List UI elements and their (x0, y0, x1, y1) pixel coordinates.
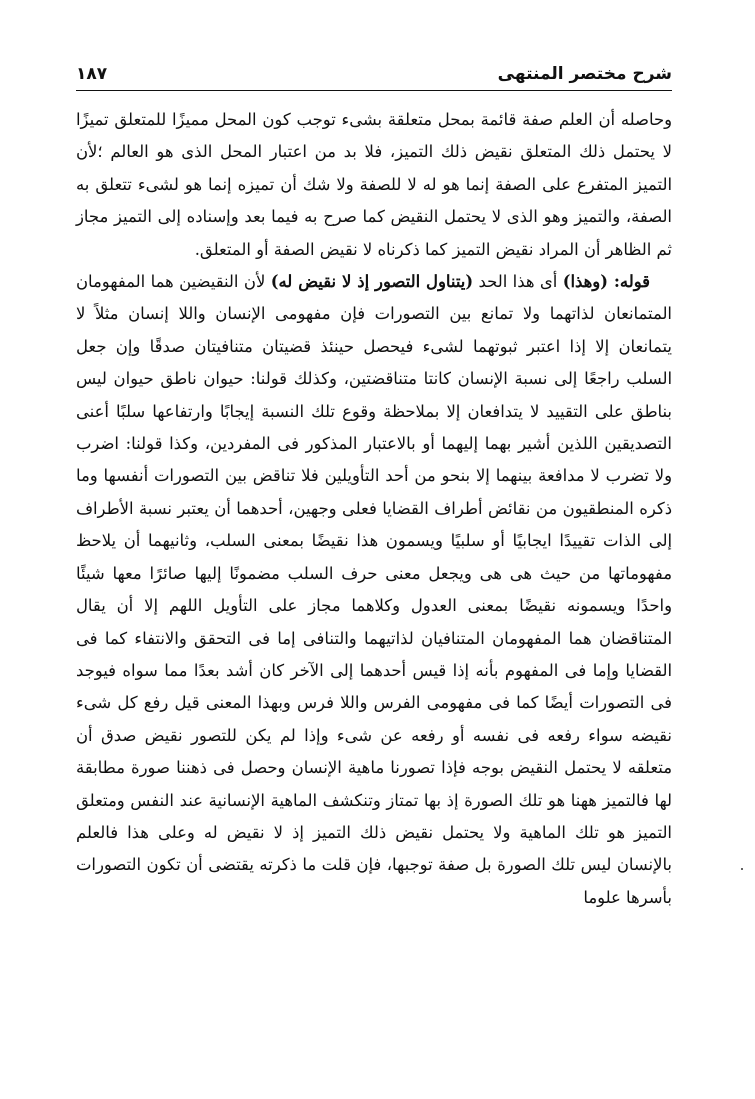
paragraph-1-text: وحاصله أن العلم صفة قائمة بمحل متعلقة بشىء توجب كون المحل مميزًا للمتعلق تميزًا لا يحتمل ذلك المتعلق نقيض ذلك التميز، فلا بد من اعتبار المحل الذى هو العالم ؛لأن التميز المتفرع على الصفة إنما هو له لا للصفة ولا شك أن تميزه إنما هو لشىء تتعلق به الصفة، والتميز وهو الذى لا يحتمل النقيض كما صرح به فيما بعد وإسناده إلى التميز مجاز ثم الظاهر أن المراد نقيض التميز كما ذكرناه لا نقيض الصفة أو المتعلق. (76, 110, 672, 259)
commentary-lead: قوله: (وهذا) (562, 272, 651, 292)
body-text (76, 104, 672, 914)
header-rule (76, 90, 672, 91)
margin-mark (741, 868, 743, 870)
paragraph-2-text-a: أى هذا الحد (473, 272, 563, 292)
paragraph-commentary-qawluh (76, 266, 672, 914)
page-number: ١٨٧ (76, 64, 108, 84)
paragraph-2-text-b: لأن النقيضين هما المفهومان المتمانعان لذاتهما ولا تمانع بين التصورات فإن مفهومى الإنسان واللا إنسان مثلاً لا يتمانعان إلا إذا اعتبر ثبوتهما لشىء فيحصل حينئذ قضيتان متنافيتان صدقًا وإن جعل السلب راجعًا إلى نسبة الإنسان كانتا متناقضتين، وكذلك قولنا: حيوان ناطق حيوان ليس بناطق على التقييد لا يتدافعان إلا بملاحظة وقوع تلك النسبة إيجابًا وارتفاعها سلبًا أعنى التصديقين اللذين أشير بهما إليهما أو بالاعتبار المذكور فى المفردين، وكذا قولنا: اضرب ولا تضرب لا مدافعة بينهما إلا بنحو من أحد التأويلين فلا تناقض بين التصورات أنفسها وما ذكره المنطقيون من نقائض أطراف القضايا فعلى وجهين، أحدهما أن يعتبر نسبة الأطراف إلى الذات تقييدًا ايجابيًا أو سلبيًا ويسمون هذا نقيضًا بمعنى السلب، وثانيهما أن يلاحظ مفهوماتها من حيث هى هى ويجعل معنى حرف السلب مضمونًا إليها صائرًا معها شيئًا واحدًا ويسمونه نقيضًا بمعنى العدول وكلاهما مجاز على التأويل اللهم إلا أن يقال المتناقضان هما المفهومان المتنافيان لذاتيهما والتنافى إما فى التحقق والانتفاء كما فى القضايا وإما فى المفهوم بأنه إذا قيس أحدهما إلى الآخر كان أشد بعدًا مما سواه فيوجد فى التصورات أيضًا كما فى مفهومى الفرس واللا فرس وبهذا المعنى قيل رفع كل شىء نقيضه سواء رفعه فى نفسه أو رفعه عن شىء وإذا لم يكن للتصور نقيض صدق أن متعلقه لا يحتمل النقيض بوجه فإذا تصورنا ماهية الإنسان وحصل فى ذهننا صورة مطابقة لها فالتميز ههنا هو تلك الصورة إذ بها تمتاز وتنكشف الماهية الإنسانية عند النفس ومتعلق التميز هو تلك الماهية ولا يحتمل نقيض ذلك التميز إذ لا نقيض له وعلى هذا فالعلم بالإنسان ليس تلك الصورة بل صفة توجبها، فإن قلت ما ذكرته يقتضى أن تكون التصورات بأسرها علوما (76, 272, 672, 907)
quoted-matn: (يتناول التصور إذ لا نقيض له) (270, 272, 474, 292)
running-title: شرح مختصر المنتهى (497, 64, 672, 84)
running-header (76, 52, 672, 92)
book-page (76, 52, 672, 1082)
paragraph-commentary-summary (76, 104, 672, 266)
